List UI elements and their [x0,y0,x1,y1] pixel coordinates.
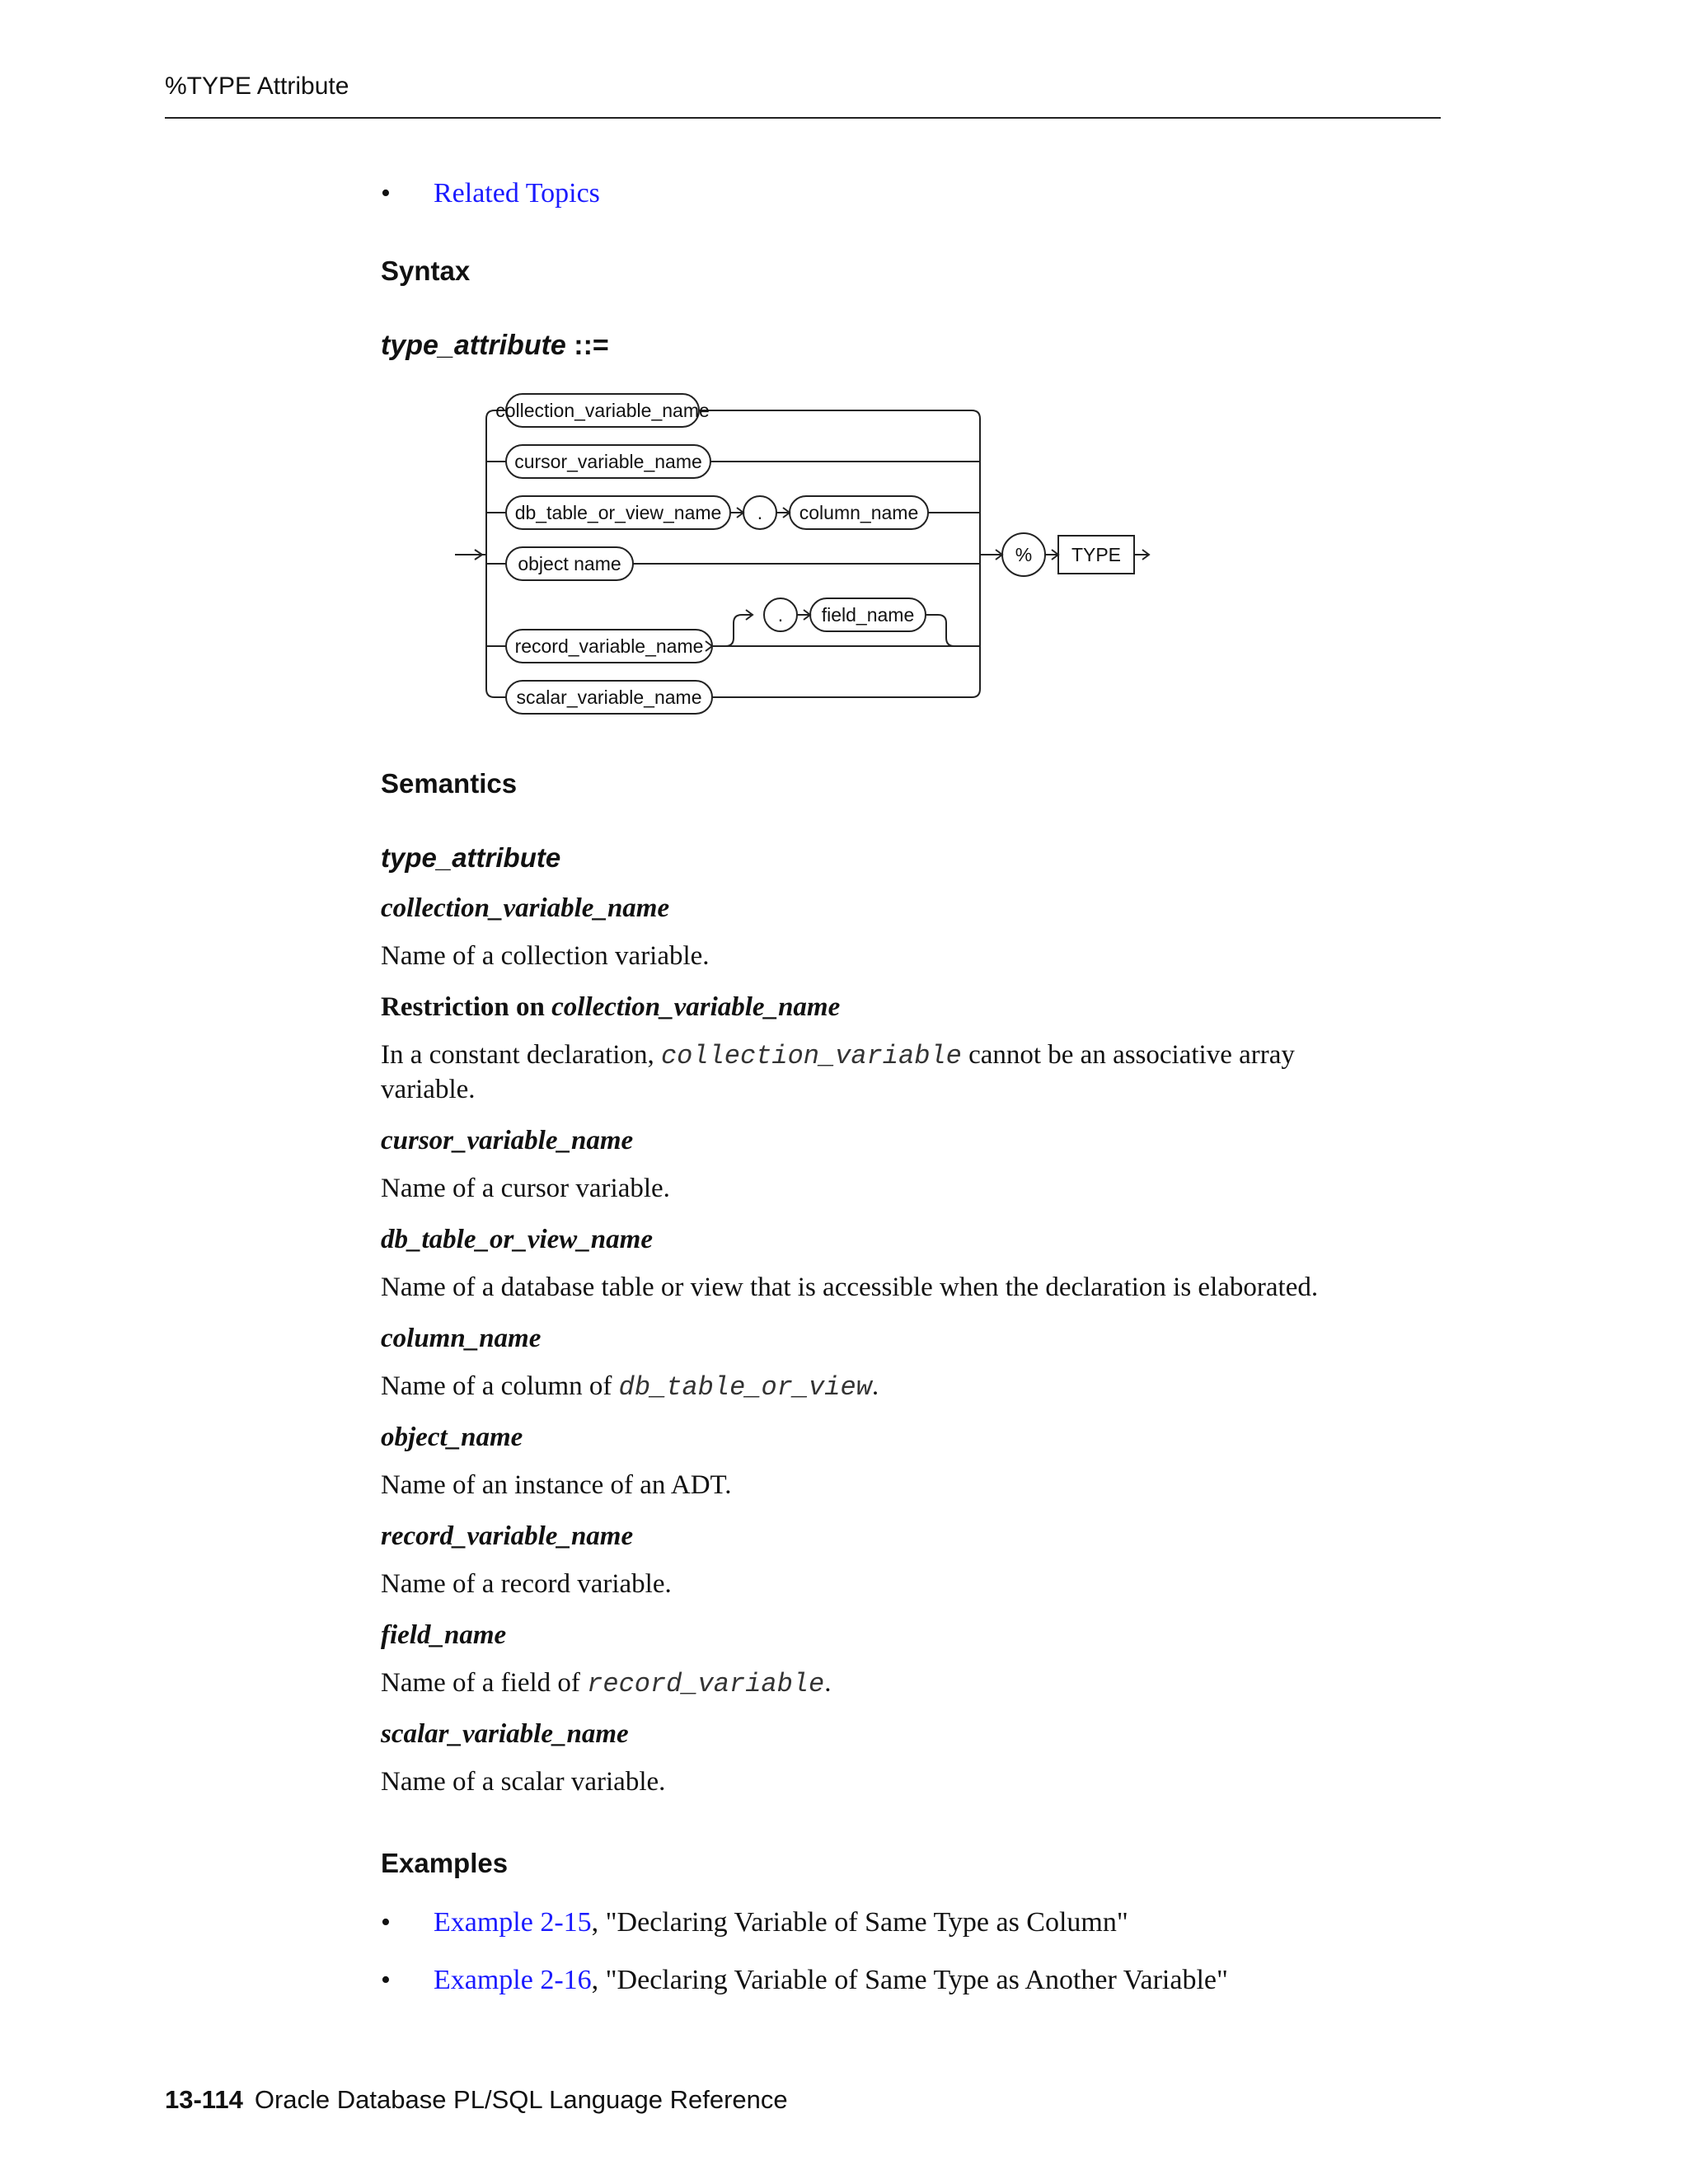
bullet-icon: • [381,1965,391,1995]
term-scalar-variable-name: scalar_variable_name [381,1719,629,1749]
desc-column-name [381,1370,879,1404]
syntax-heading: Syntax [381,255,471,286]
bullet-icon: • [381,1907,391,1938]
examples-heading: Examples [381,1848,509,1878]
diagram-collection-variable-name: collection_variable_name [495,400,710,421]
restriction-term: collection_variable_name [551,992,841,1022]
restriction-label: Restriction on [381,992,552,1022]
restriction-text-post: cannot be an associative array [961,1040,1295,1070]
term-field-name: field_name [381,1620,507,1650]
diagram-type-keyword: TYPE [1071,544,1122,565]
term-collection-variable-name: collection_variable_name [381,893,670,923]
diagram-dot-separator-2: . [777,604,784,626]
term-db-table-or-view-name: db_table_or_view_name [381,1225,653,1254]
bullet-icon: • [381,178,391,209]
diagram-dot-separator: . [757,502,763,523]
page-footer [165,2085,788,2115]
diagram-record-variable-name: record_variable_name [514,635,704,657]
related-topics-link[interactable]: Related Topics [434,178,600,209]
desc-field-name-code: record_variable [587,1669,825,1699]
semantics-heading: Semantics [381,768,518,799]
term-object-name: object_name [381,1422,523,1452]
desc-column-name-code: db_table_or_view [618,1372,872,1403]
restriction-text [381,1038,1295,1106]
semantics-title: type_attribute [381,842,561,873]
desc-column-name-post: . [871,1371,879,1401]
example-2-16-text: , "Declaring Variable of Same Type as Another Variable" [591,1965,1228,1995]
restriction-text-pre: In a constant declaration, [381,1040,661,1070]
desc-collection-variable-name: Name of a collection variable. [381,941,710,971]
desc-column-name-pre: Name of a column of [381,1371,619,1401]
diagram-db-table-or-view-name: db_table_or_view_name [514,502,722,523]
diagram-cursor-variable-name: cursor_variable_name [514,451,702,472]
desc-scalar-variable-name: Name of a scalar variable. [381,1767,666,1797]
syntax-production [381,330,609,362]
term-record-variable-name: record_variable_name [381,1521,634,1551]
diagram-scalar-variable-name: scalar_variable_name [516,687,702,708]
running-header: %TYPE Attribute [165,73,349,100]
desc-field-name-post: . [824,1668,832,1698]
production-op: ::= [565,330,609,361]
restriction-text-line2: variable. [381,1075,476,1104]
desc-db-table-or-view-name: Name of a database table or view that is accessible when the declaration is elaborated. [381,1272,1319,1302]
diagram-object-name: object name [518,553,621,574]
diagram-column-name: column_name [799,502,919,523]
term-column-name: column_name [381,1324,542,1353]
example-2-15-text: , "Declaring Variable of Same Type as Column" [591,1907,1128,1938]
book-title: Oracle Database PL/SQL Language Reference [254,2085,788,2114]
desc-field-name-pre: Name of a field of [381,1668,588,1698]
example-2-16-link[interactable]: Example 2-16 [434,1965,592,1995]
example-2-15-link[interactable]: Example 2-15 [434,1907,592,1938]
desc-object-name: Name of an instance of an ADT. [381,1470,732,1500]
header-rule [165,117,1441,119]
term-cursor-variable-name: cursor_variable_name [381,1126,634,1155]
desc-cursor-variable-name: Name of a cursor variable. [381,1174,670,1203]
desc-record-variable-name: Name of a record variable. [381,1569,672,1599]
page-number: 13-114 [165,2085,243,2114]
production-name: type_attribute [381,330,566,361]
restriction-heading [381,992,840,1023]
restriction-code: collection_variable [660,1041,962,1071]
diagram-percent-sign: % [1015,544,1033,565]
diagram-field-name: field_name [821,604,915,626]
syntax-railroad-diagram [445,384,1170,730]
desc-field-name [381,1666,831,1701]
